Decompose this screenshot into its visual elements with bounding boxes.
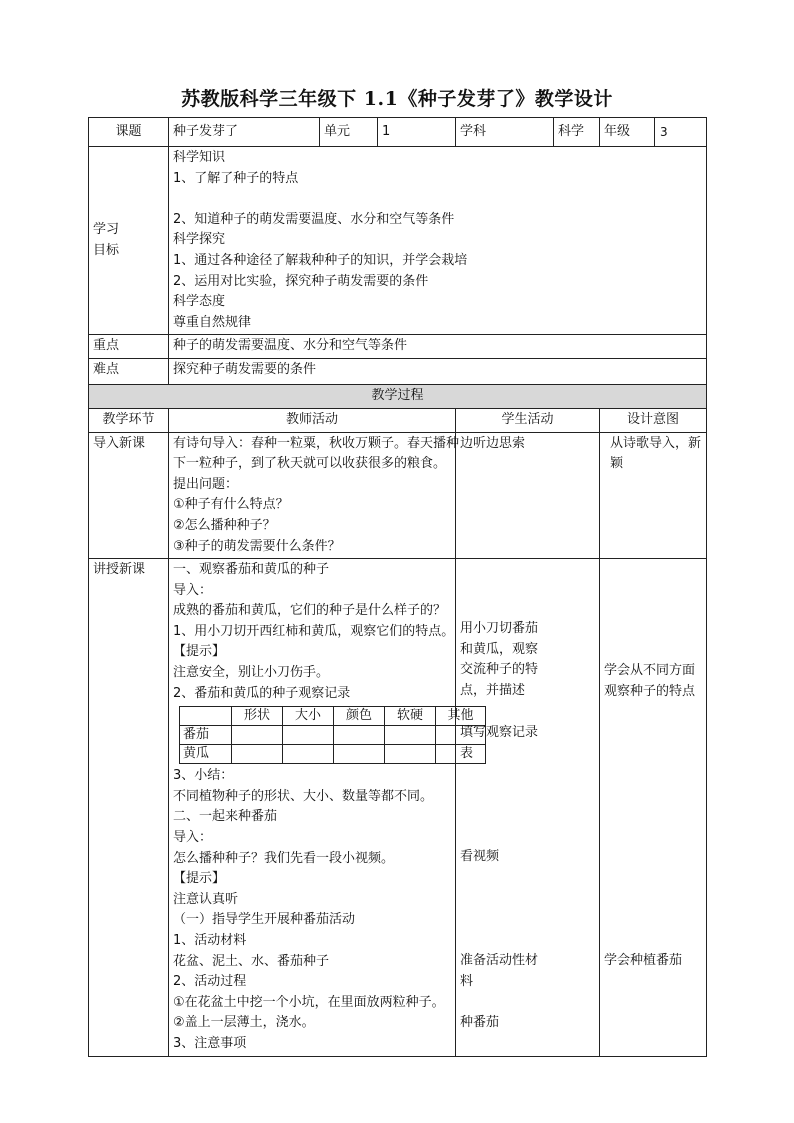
teacher-line: ①在花盆土中挖一个小坑，在里面放两粒种子。 — [173, 994, 445, 1010]
teacher-line: 注意认真听 — [173, 891, 239, 907]
teacher-line: 成熟的番茄和黄瓜，它们的种子是什么样子的？ — [173, 603, 447, 619]
intent-line: 观察种子的特点 — [604, 683, 696, 699]
student-line: 料 — [460, 973, 474, 989]
observation-header: 形状 — [232, 707, 283, 726]
teacher-line: 二、一起来种番茄 — [173, 809, 278, 825]
difficulty-row — [89, 359, 707, 385]
col-header-student: 学生活动 — [456, 408, 600, 432]
intro-teacher-line: 提出问题： — [173, 476, 239, 492]
observation-cell: 黄瓜 — [180, 745, 232, 764]
process-header-row — [89, 408, 707, 432]
teacher-line: 1、用小刀切开西红柿和黄瓜，观察它们的特点。 — [173, 623, 455, 639]
teacher-line: 1、活动材料 — [173, 933, 247, 948]
teacher-line: 导入： — [173, 830, 213, 846]
intro-row — [89, 432, 707, 559]
goals-row — [89, 147, 707, 335]
goal-line: 科学知识 — [173, 150, 226, 165]
teacher-line: （一）指导学生开展种番茄活动 — [173, 912, 356, 928]
intro-teacher-line: ②怎么播种种子？ — [173, 517, 276, 533]
observation-header: 大小 — [283, 707, 334, 726]
student-block — [460, 951, 538, 992]
intent-line: 学会种植番茄 — [604, 953, 683, 969]
document-title: 苏教版科学三年级下 1.1《种子发芽了》教学设计 — [181, 88, 613, 110]
intent-block — [604, 661, 695, 702]
goals-label — [89, 147, 169, 335]
observation-row — [180, 745, 486, 764]
col-header-teacher: 教师活动 — [169, 408, 456, 432]
goal-line: 科学态度 — [173, 294, 226, 310]
student-line: 和黄瓜，观察 — [460, 641, 539, 657]
subject-label: 学科 — [456, 118, 554, 147]
header-row — [89, 118, 707, 147]
observation-cell — [385, 745, 436, 764]
intro-teacher-line: ①种子有什么特点？ — [173, 497, 289, 513]
new-lesson-row — [89, 559, 707, 1057]
goal-line: 1、了解了种子的特点 — [173, 170, 299, 186]
student-line: 用小刀切番茄 — [460, 621, 539, 637]
new-lesson-student — [456, 559, 600, 1057]
intent-block — [604, 951, 682, 972]
intro-stage: 导入新课 — [89, 432, 169, 559]
student-line: 看视频 — [460, 849, 500, 865]
goal-line: 尊重自然规律 — [173, 314, 252, 330]
student-block — [460, 847, 499, 868]
teacher-line: ②盖上一层薄土，浇水。 — [173, 1015, 315, 1031]
teacher-line: 导入： — [173, 582, 213, 598]
observation-cell — [283, 726, 334, 745]
student-line: 填写观察记录 — [460, 725, 539, 741]
intro-student — [456, 432, 600, 559]
intent-line: 学会从不同方面 — [604, 663, 696, 679]
observation-cell — [334, 745, 385, 764]
goal-line: 1、通过各种途径了解栽种种子的知识，并学会栽培 — [173, 252, 468, 268]
new-lesson-intent — [600, 559, 707, 1057]
intro-intent-line: 从诗歌导入，新 — [610, 435, 702, 451]
intro-student-line: 边听边思索 — [460, 435, 526, 451]
student-block — [460, 619, 538, 701]
lesson-value: 种子发芽了 — [169, 118, 320, 147]
grade-cell — [600, 118, 707, 147]
goals-label-line: 学习 — [93, 222, 120, 238]
unit-label: 单元 — [320, 118, 378, 147]
process-title-row — [89, 385, 707, 409]
seed-observation-table — [179, 706, 486, 764]
observation-header — [180, 707, 232, 726]
new-lesson-stage: 讲授新课 — [89, 559, 169, 1057]
teacher-line: 怎么播种种子？我们先看一段小视频。 — [173, 850, 395, 866]
key-point-row — [89, 335, 707, 359]
intro-teacher-line: 下一粒种子，到了秋天就可以收获很多的粮食。 — [173, 456, 447, 472]
unit-value: 1 — [378, 118, 456, 147]
teacher-line: 3、小结： — [173, 768, 234, 784]
difficulty-value: 探究种子萌发需要的条件 — [169, 359, 707, 385]
teacher-line: 2、番茄和黄瓜的种子观察记录 — [173, 685, 351, 701]
key-point-value: 种子的萌发需要温度、水分和空气等条件 — [169, 335, 707, 359]
teacher-line: 一、观察番茄和黄瓜的种子 — [173, 562, 330, 578]
observation-cell — [232, 726, 283, 745]
new-lesson-teacher — [169, 559, 474, 1057]
observation-cell — [334, 726, 385, 745]
observation-cell — [232, 745, 283, 764]
goal-line — [173, 189, 702, 210]
lesson-label: 课题 — [89, 118, 169, 147]
lesson-plan-table — [88, 117, 707, 1057]
grade-value: 3 — [660, 124, 668, 139]
student-line: 准备活动性材 — [460, 953, 539, 969]
observation-header: 颜色 — [334, 707, 385, 726]
student-line: 交流种子的特 — [460, 662, 539, 678]
teacher-line: 3、注意事项 — [173, 1035, 247, 1051]
observation-cell: 番茄 — [180, 726, 232, 745]
student-line: 种番茄 — [460, 1015, 500, 1031]
intro-teacher-line: ③种子的萌发需要什么条件？ — [173, 538, 341, 554]
goal-line: 科学探究 — [173, 232, 226, 248]
observation-row — [180, 726, 486, 745]
col-header-intent: 设计意图 — [600, 408, 707, 432]
goals-content — [169, 147, 707, 335]
intro-intent-line: 颖 — [610, 456, 624, 472]
key-point-label: 重点 — [89, 335, 169, 359]
lesson-plan-table-wrapper — [88, 117, 706, 1057]
observation-header-row — [180, 707, 486, 726]
teacher-line: 不同植物种子的形状、大小、数量等都不同。 — [173, 788, 434, 804]
observation-cell — [283, 745, 334, 764]
teacher-line: 【提示】 — [173, 871, 226, 887]
observation-header: 其他 — [436, 707, 486, 726]
student-line: 点，并描述 — [460, 682, 526, 698]
goal-line: 2、知道种子的萌发需要温度、水分和空气等条件 — [173, 211, 455, 227]
goals-label-line: 目标 — [93, 242, 120, 258]
intro-teacher — [169, 432, 460, 559]
observation-cell — [385, 726, 436, 745]
observation-header: 软硬 — [385, 707, 436, 726]
col-header-stage: 教学环节 — [89, 408, 169, 432]
student-block — [460, 1013, 499, 1034]
teacher-line: 注意安全，别让小刀伤手。 — [173, 665, 330, 681]
teacher-line: 花盆、泥土、水、番茄种子 — [173, 953, 330, 969]
teacher-line: 【提示】 — [173, 644, 226, 660]
intro-teacher-line: 有诗句导入：春种一粒粟，秋收万颗子。春天播种 — [173, 435, 460, 451]
student-line: 表 — [460, 745, 474, 761]
intro-intent — [600, 432, 707, 559]
teacher-line: 2、活动过程 — [173, 974, 247, 990]
grade-label: 年级 — [600, 118, 655, 146]
goal-line: 2、运用对比实验，探究种子萌发需要的条件 — [173, 273, 429, 289]
process-title: 教学过程 — [89, 385, 707, 409]
student-block — [460, 723, 538, 764]
subject-value: 科学 — [554, 118, 600, 147]
difficulty-label: 难点 — [89, 359, 169, 385]
